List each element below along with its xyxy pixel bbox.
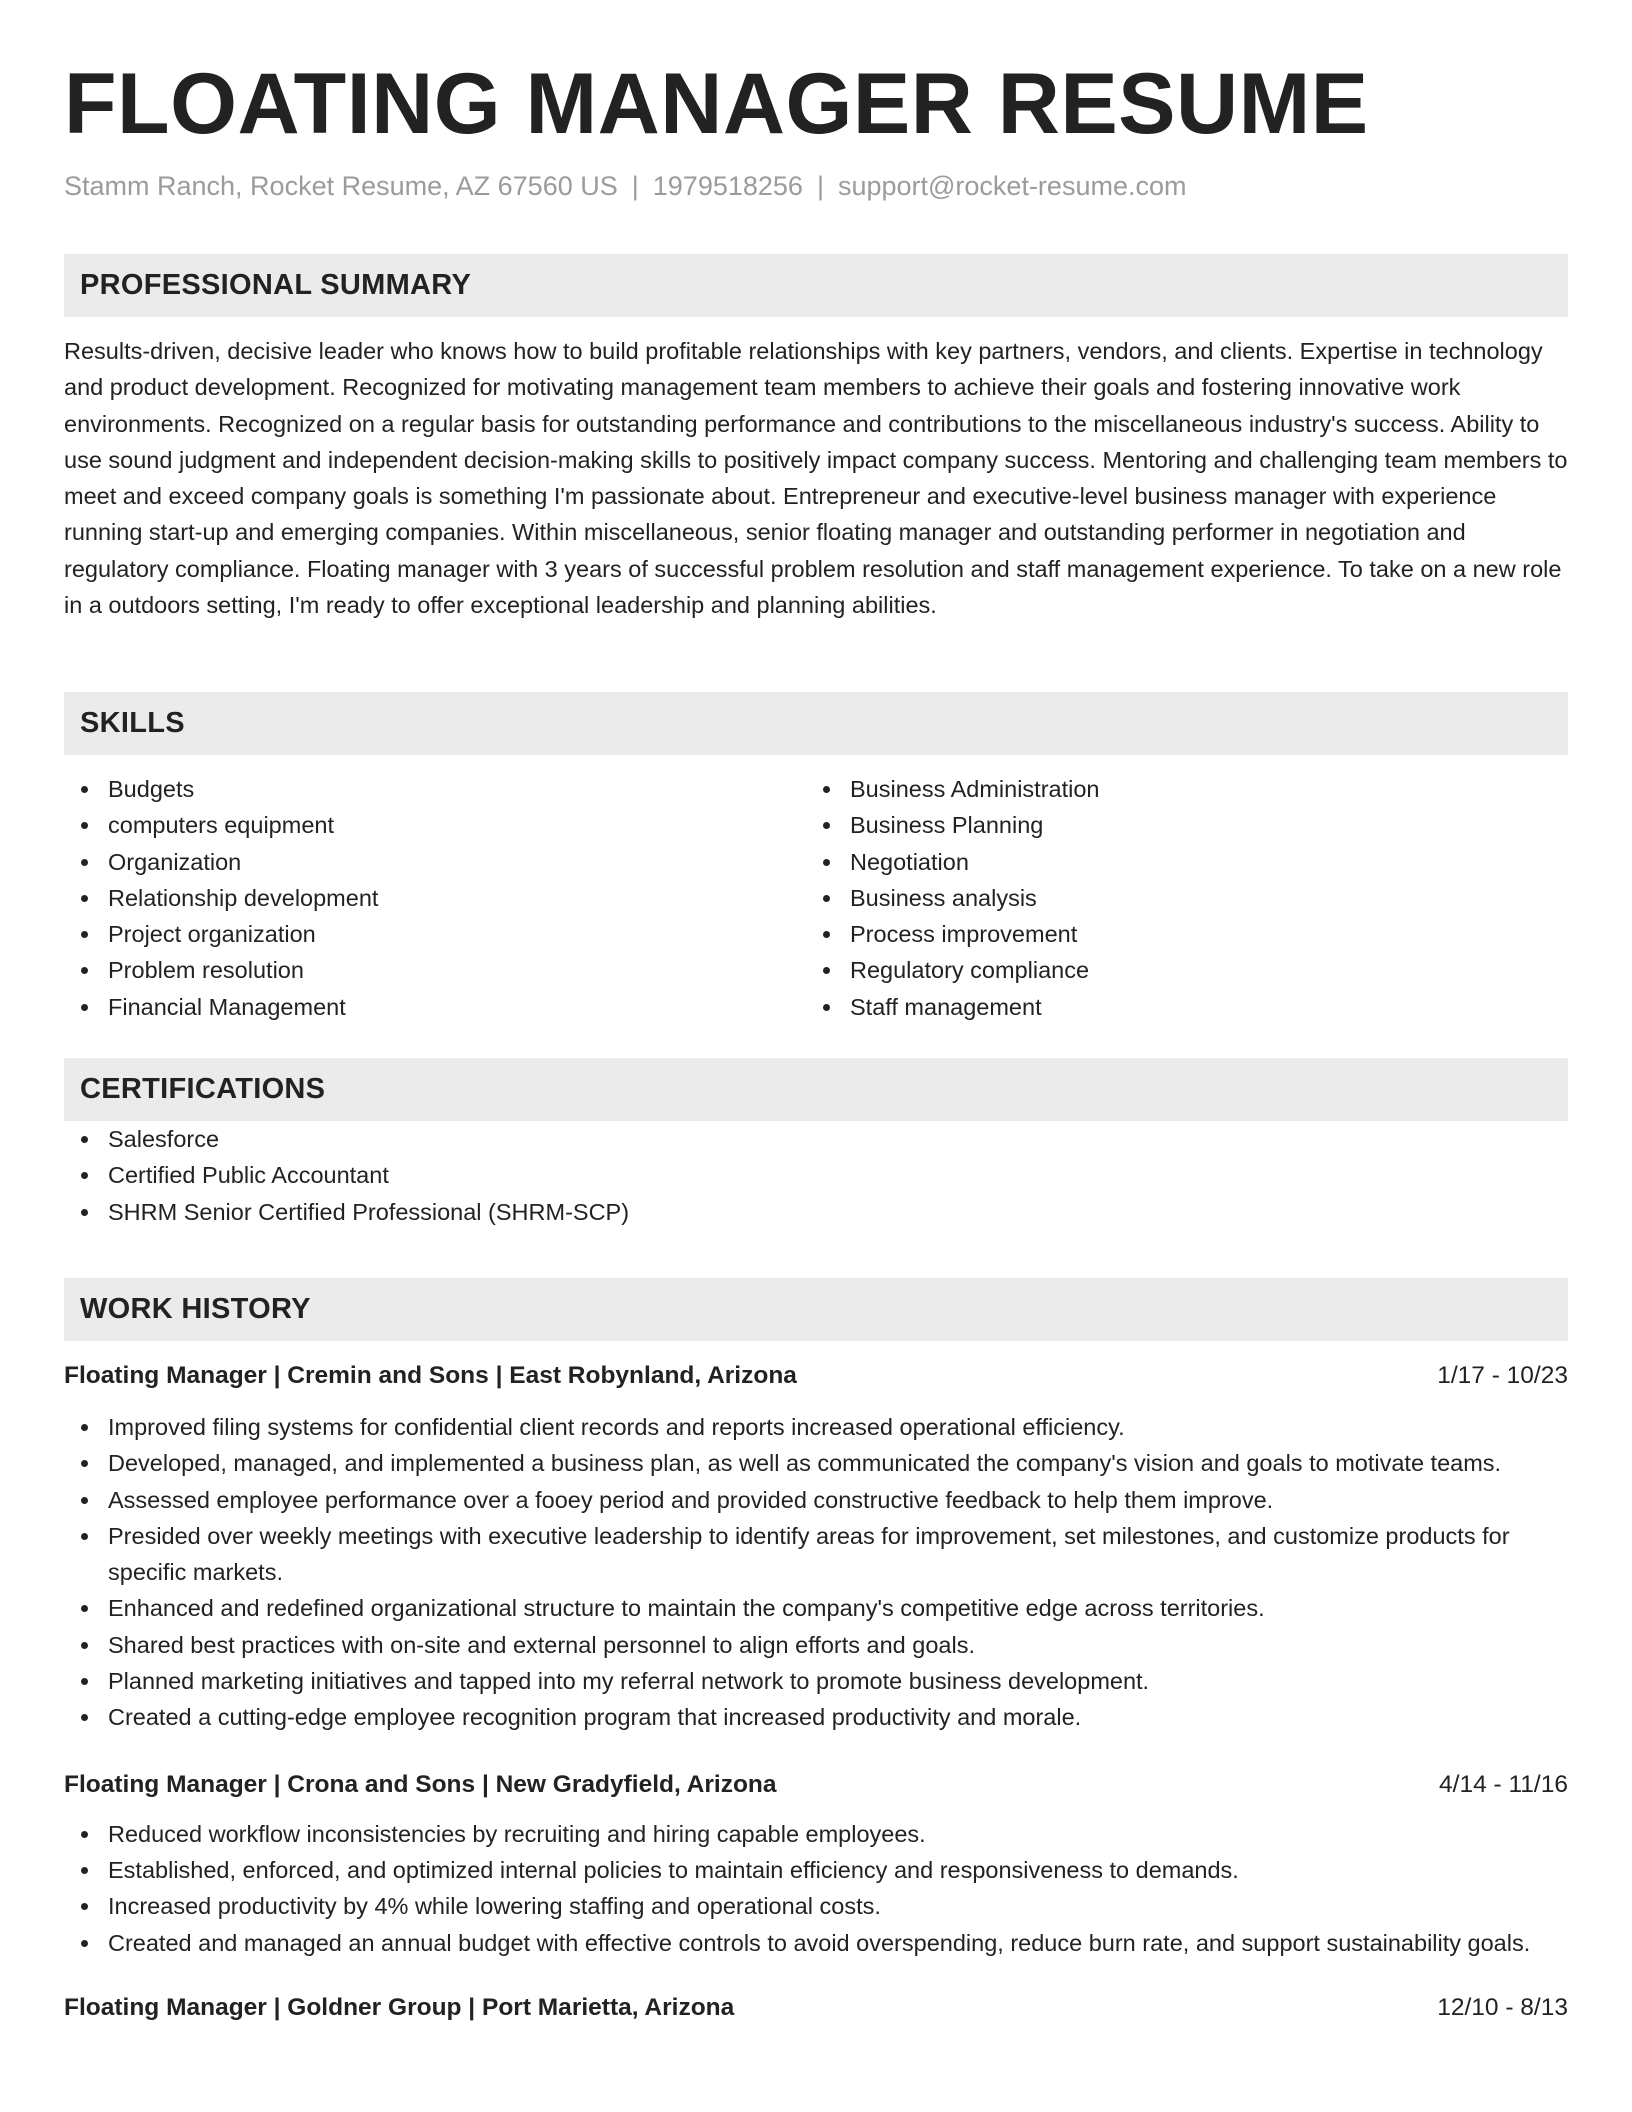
job-entry (64, 1768, 1568, 1961)
contact-separator: | (631, 171, 639, 201)
skill-item: Negotiation (806, 844, 1548, 880)
resume-title: FLOATING MANAGER RESUME (64, 56, 1369, 152)
certifications-section (64, 1058, 1568, 1230)
job-bullet: Assessed employee performance over a fooey period and provided constructive feedback to help them improve. (64, 1482, 1568, 1518)
job-bullet: Developed, managed, and implemented a business plan, as well as communicated the company's vision and goals to motivate teams. (64, 1445, 1568, 1481)
section-heading-skills: SKILLS (64, 692, 1568, 755)
skill-item: Organization (64, 844, 806, 880)
skill-item: Staff management (806, 989, 1548, 1025)
contact-line (64, 170, 1568, 202)
skill-item: Financial Management (64, 989, 806, 1025)
skill-item: computers equipment (64, 807, 806, 843)
skill-item: Budgets (64, 771, 806, 807)
certification-item: SHRM Senior Certified Professional (SHRM-SCP) (64, 1194, 1568, 1230)
job-bullet: Created and managed an annual budget with effective controls to avoid overspending, reduce burn rate, and support sustainability goals. (64, 1925, 1568, 1961)
job-bullet: Increased productivity by 4% while lowering staffing and operational costs. (64, 1888, 1568, 1924)
section-heading-certifications: CERTIFICATIONS (64, 1058, 1568, 1121)
contact-email: support@rocket-resume.com (837, 171, 1187, 201)
skills-section (64, 692, 1568, 1025)
skill-item: Problem resolution (64, 952, 806, 988)
job-dates: 4/14 - 11/16 (1439, 1770, 1568, 1798)
section-heading-work-history: WORK HISTORY (64, 1278, 1568, 1341)
job-title: Floating Manager | Cremin and Sons | East Robynland, Arizona (64, 1362, 797, 1389)
certifications-list (64, 1121, 1568, 1230)
job-bullet: Created a cutting-edge employee recognition program that increased productivity and morale. (64, 1699, 1568, 1735)
job-title: Floating Manager | Crona and Sons | New Gradyfield, Arizona (64, 1770, 777, 1798)
work-history-section (64, 1278, 1568, 2025)
job-header (64, 1768, 1568, 1802)
contact-separator: | (816, 171, 824, 201)
job-entry (64, 1359, 1568, 1736)
job-header (64, 1359, 1568, 1393)
job-dates: 12/10 - 8/13 (1437, 1993, 1568, 2021)
skill-item: Business Planning (806, 807, 1548, 843)
job-bullet: Improved filing systems for confidential client records and reports increased operational efficiency. (64, 1409, 1568, 1445)
skills-columns (64, 771, 1568, 1025)
skill-item: Regulatory compliance (806, 952, 1548, 988)
skills-list-right (806, 771, 1548, 1025)
summary-text: Results-driven, decisive leader who knows how to build profitable relationships with key partners, vendors, and clients. Expertise in technology and product development. Recognized for motivating management team members to achieve their goals and fostering innovative work environments. Recognized on a regular basis for outstanding performance and contributions to the miscellaneous industry's success. Ability to use sound judgment and independent decision-making skills to positively impact company success. Mentoring and challenging team members to meet and exceed company goals is something I'm passionate about. Entrepreneur and executive-level business manager with experience running start-up and emerging companies. Within miscellaneous, senior floating manager and outstanding performer in negotiation and regulatory compliance. Floating manager with 3 years of successful problem resolution and staff management experience. To take on a new role in a outdoors setting, I'm ready to offer exceptional leadership and planning abilities. (64, 338, 1568, 619)
job-bullet: Presided over weekly meetings with executive leadership to identify areas for improvement, set milestones, and customize products for specific markets. (64, 1518, 1568, 1591)
contact-phone: 1979518256 (652, 171, 803, 201)
job-bullet: Planned marketing initiatives and tapped into my referral network to promote business development. (64, 1663, 1568, 1699)
job-bullet: Enhanced and redefined organizational structure to maintain the company's competitive edge across territories. (64, 1590, 1568, 1626)
job-bullet: Established, enforced, and optimized internal policies to maintain efficiency and responsiveness to demands. (64, 1852, 1568, 1888)
certification-item: Certified Public Accountant (64, 1157, 1568, 1193)
professional-summary-section (64, 254, 1568, 623)
job-bullet: Reduced workflow inconsistencies by recruiting and hiring capable employees. (64, 1816, 1568, 1852)
resume-page (64, 0, 1568, 2021)
job-entry (64, 1991, 1568, 2025)
skill-item: Project organization (64, 916, 806, 952)
certification-item: Salesforce (64, 1121, 1568, 1157)
job-bullet: Shared best practices with on-site and external personnel to align efforts and goals. (64, 1627, 1568, 1663)
job-bullets (64, 1816, 1568, 1961)
skills-list-left (64, 771, 806, 1025)
section-heading-summary: PROFESSIONAL SUMMARY (64, 254, 1568, 317)
job-header (64, 1991, 1568, 2025)
skill-item: Process improvement (806, 916, 1548, 952)
skill-item: Business Administration (806, 771, 1548, 807)
skill-item: Relationship development (64, 880, 806, 916)
skill-item: Business analysis (806, 880, 1548, 916)
job-dates: 1/17 - 10/23 (1437, 1362, 1568, 1389)
contact-address: Stamm Ranch, Rocket Resume, AZ 67560 US (64, 171, 618, 201)
job-title: Floating Manager | Goldner Group | Port Marietta, Arizona (64, 1993, 735, 2021)
job-bullets (64, 1409, 1568, 1736)
